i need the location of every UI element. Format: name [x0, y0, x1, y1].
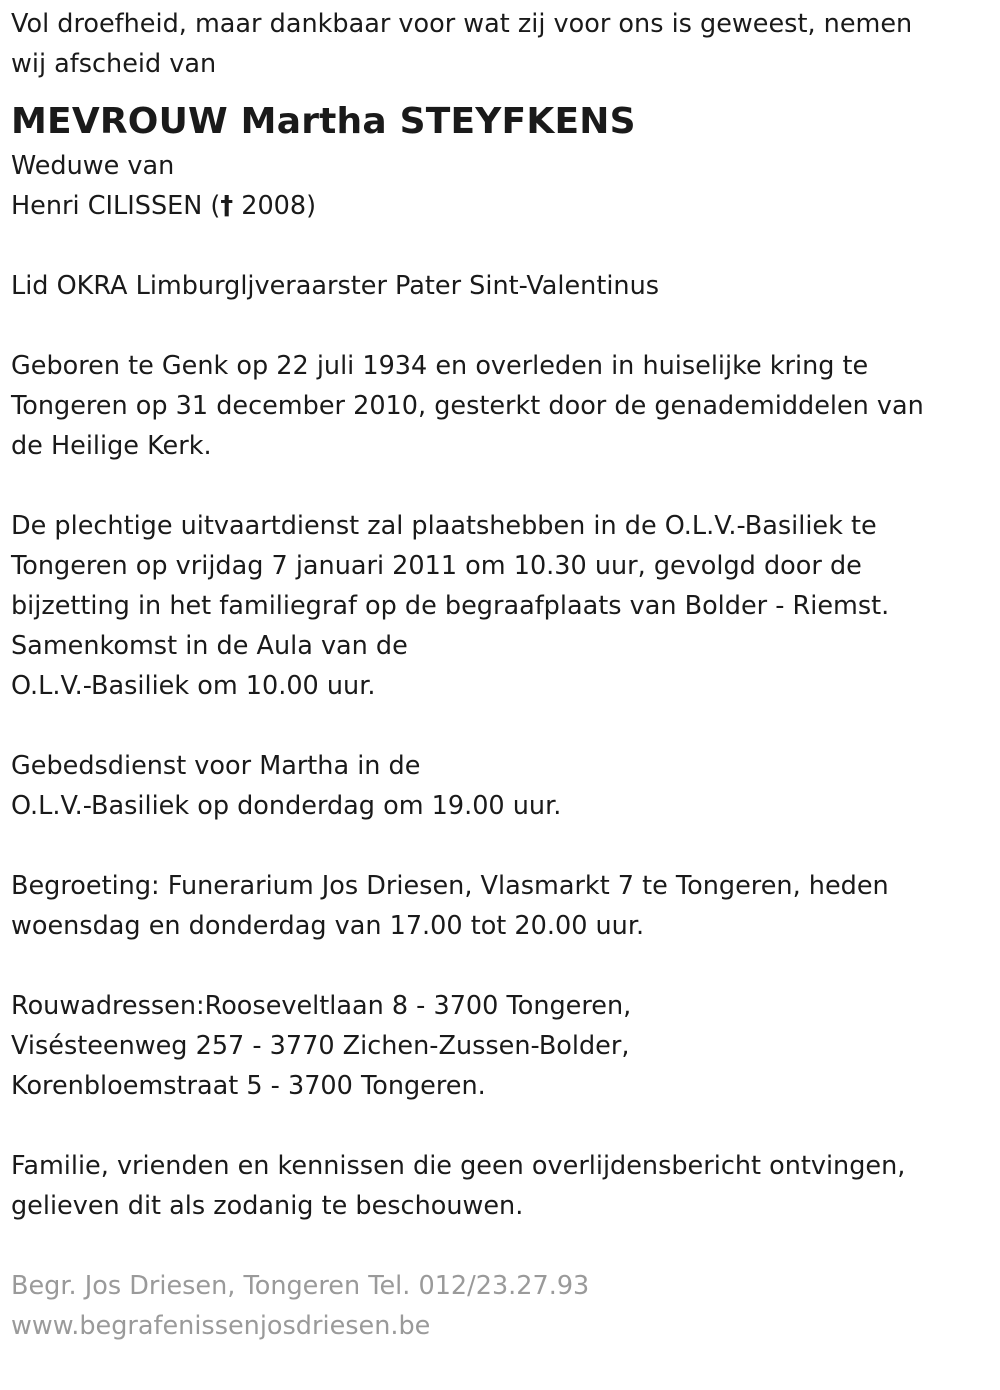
spacer: [11, 1226, 991, 1266]
visitation-paragraph: [11, 866, 991, 946]
spacer: [11, 226, 991, 266]
funeral-home-contact: Begr. Jos Driesen, Tongeren Tel. 012/23.27.93: [11, 1271, 590, 1301]
address-line: Visésteenweg 257 - 3770 Zichen-Zussen-Bolder,: [11, 1031, 630, 1061]
obituary-notice: [11, 4, 991, 1346]
paragraph-line: Tongeren op 31 december 2010, gesterkt door de genademiddelen van: [11, 391, 924, 421]
paragraph-line: Begroeting: Funerarium Jos Driesen, Vlasmarkt 7 te Tongeren, heden: [11, 871, 889, 901]
widow-label: Weduwe van: [11, 151, 175, 181]
spouse-death-year: 2008): [233, 191, 317, 221]
spacer: [11, 306, 991, 346]
address-line: Korenbloemstraat 5 - 3700 Tongeren.: [11, 1071, 486, 1101]
address-line: Rouwadressen:Rooseveltlaan 8 - 3700 Tongeren,: [11, 991, 632, 1021]
addresses-paragraph: [11, 986, 991, 1106]
spacer: [11, 706, 991, 746]
deceased-name: MEVROUW Martha STEYFKENS: [11, 101, 636, 142]
footer: [11, 1266, 991, 1346]
cross-icon: †: [220, 191, 234, 221]
spacer: [11, 826, 991, 866]
notice-paragraph: [11, 1146, 991, 1226]
paragraph-line: De plechtige uitvaartdienst zal plaatshebben in de O.L.V.-Basiliek te: [11, 511, 877, 541]
funeral-home-website: www.begrafenissenjosdriesen.be: [11, 1311, 431, 1341]
paragraph-line: Geboren te Genk op 22 juli 1934 en overleden in huiselijke kring te: [11, 351, 869, 381]
birth-death-paragraph: [11, 346, 991, 466]
paragraph-line: de Heilige Kerk.: [11, 431, 212, 461]
spouse-name: Henri CILISSEN (: [11, 191, 221, 221]
intro-paragraph: [11, 4, 991, 84]
intro-line: wij afscheid van: [11, 49, 217, 79]
spacer: [11, 946, 991, 986]
paragraph-line: gelieven dit als zodanig te beschouwen.: [11, 1191, 524, 1221]
intro-line: Vol droefheid, maar dankbaar voor wat zij voor ons is geweest, nemen: [11, 9, 913, 39]
paragraph-line: Familie, vrienden en kennissen die geen overlijdensbericht ontvingen,: [11, 1151, 906, 1181]
paragraph-line: woensdag en donderdag van 17.00 tot 20.00 uur.: [11, 911, 645, 941]
spouse-line: [11, 186, 991, 226]
spacer: [11, 466, 991, 506]
paragraph-line: Samenkomst in de Aula van de: [11, 631, 408, 661]
paragraph-line: O.L.V.-Basiliek om 10.00 uur.: [11, 671, 376, 701]
prayer-service-paragraph: [11, 746, 991, 826]
paragraph-line: O.L.V.-Basiliek op donderdag om 19.00 uur.: [11, 791, 562, 821]
paragraph-line: Gebedsdienst voor Martha in de: [11, 751, 421, 781]
spacer: [11, 1106, 991, 1146]
spouse-block: [11, 146, 991, 226]
paragraph-line: bijzetting in het familiegraf op de begraafplaats van Bolder - Riemst.: [11, 591, 890, 621]
membership-line: Lid OKRA Limburgljveraarster Pater Sint-Valentinus: [11, 271, 660, 301]
funeral-paragraph: [11, 506, 991, 706]
paragraph-line: Tongeren op vrijdag 7 januari 2011 om 10.30 uur, gevolgd door de: [11, 551, 862, 581]
